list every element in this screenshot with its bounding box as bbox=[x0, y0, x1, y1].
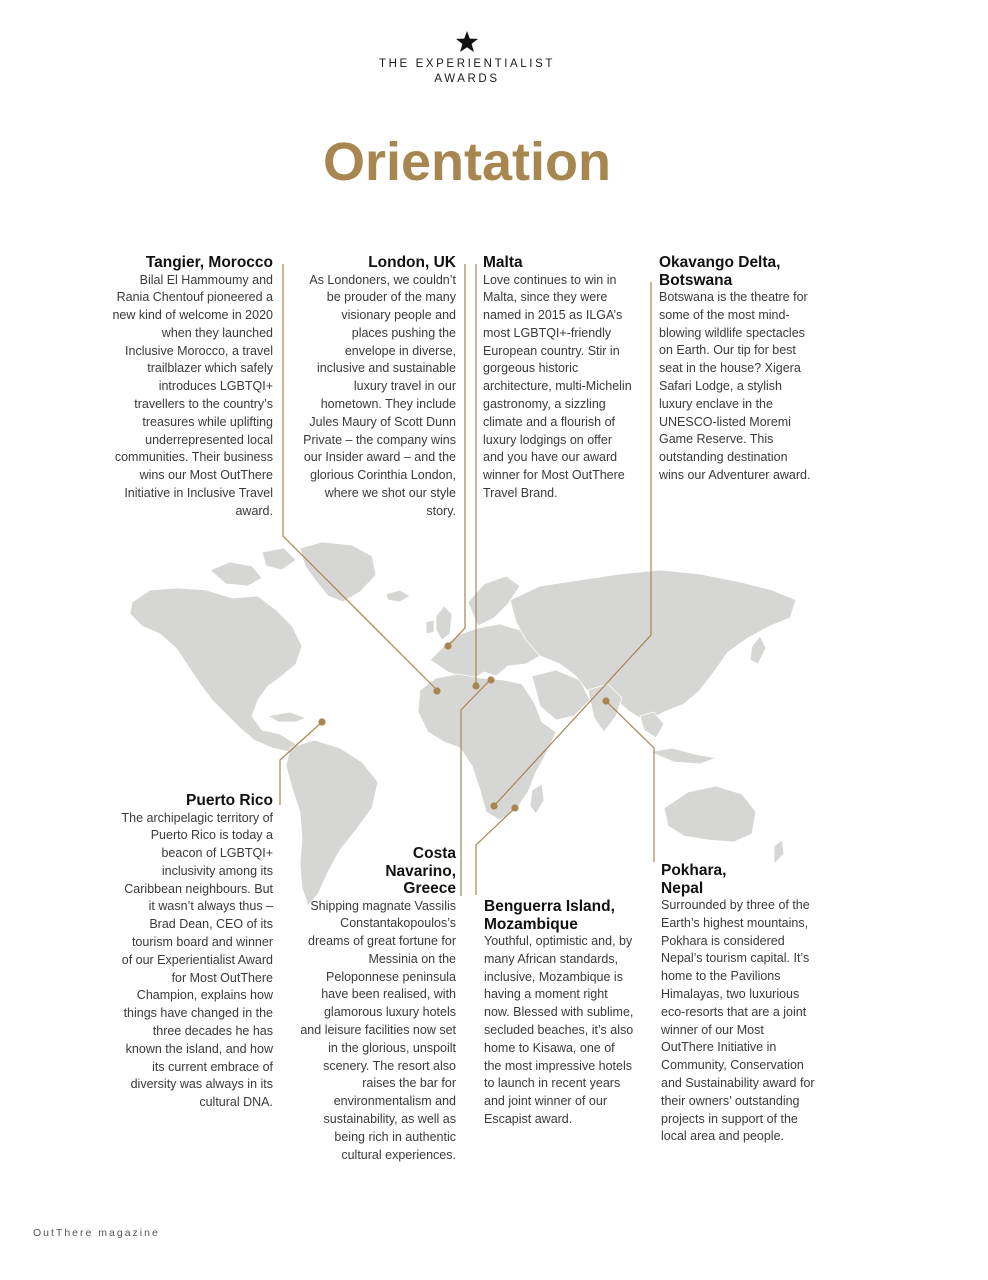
destination-okavango bbox=[659, 254, 815, 485]
destination-body: Bilal El Hammoumy and Rania Chentouf pioneered a new kind of welcome in 2020 when they launched Inclusive Morocco, a travel trailblazer which safely introduces LGBTQI+ travellers to the country’s treasures while uplifting underrepresented local communities. Their business wins our Most OutThere Initiative in Inclusive Travel award. bbox=[112, 272, 273, 518]
marker-malta bbox=[472, 682, 479, 689]
land-uk bbox=[436, 606, 452, 640]
title-line: Costa bbox=[412, 845, 456, 862]
land-iceland bbox=[386, 590, 410, 602]
title-line: Okavango Delta, bbox=[659, 254, 781, 271]
marker-costa-navarino bbox=[487, 676, 494, 683]
title-line: Greece bbox=[403, 880, 456, 897]
title-line: Nepal bbox=[661, 879, 704, 897]
kicker-line-2: AWARDS bbox=[434, 73, 500, 85]
land-caribbean bbox=[268, 712, 306, 722]
land-southeast-asia bbox=[640, 712, 664, 738]
destination-pokhara bbox=[661, 862, 815, 1146]
destination-benguerra bbox=[484, 898, 634, 1129]
destination-body: Shipping magnate Vassilis Constantakopoulos’s dreams of great fortune for Messinia on the Peloponnese peninsula have been realised, with glamorous luxury hotels and leisure facilities now set in the glorious, unspoilt scenery. The resort also raises the bar for environmentalism and sustainability, as well as being rich in authentic cultural experiences. bbox=[300, 898, 456, 1162]
destination-title bbox=[661, 862, 815, 897]
land-japan bbox=[750, 636, 766, 664]
land-greenland bbox=[300, 542, 376, 602]
destination-title: Malta bbox=[483, 254, 523, 271]
land-madagascar bbox=[530, 784, 544, 814]
destination-body: The archipelagic territory of Puerto Rico is today a beacon of LGBTQI+ inclusivity among its Caribbean neighbours. But it wasn’t always thus – Brad Dean, CEO of its tourism board and winner of our Experientialist Award for Most OutThere Champion, explains how things have changed in the three decades he has known the island, and how its current embrace of diversity was always in its cultural DNA. bbox=[121, 810, 273, 1110]
land-ireland bbox=[426, 620, 434, 634]
kicker-line-1: THE EXPERIENTIALIST bbox=[379, 58, 555, 70]
marker-london bbox=[444, 642, 451, 649]
land-north-america bbox=[130, 588, 302, 752]
page-title: Orientation bbox=[322, 132, 611, 192]
marker-pokhara bbox=[602, 697, 609, 704]
marker-puerto-rico bbox=[318, 718, 325, 725]
destination-title: London, UK bbox=[368, 254, 456, 271]
land-arctic-islands-2 bbox=[262, 548, 296, 570]
marker-okavango bbox=[490, 802, 497, 809]
title-line: Navarino, bbox=[385, 862, 456, 880]
destination-body: Surrounded by three of the Earth’s highest mountains, Pokhara is considered Nepal’s tourism capital. It’s home to the Pavilions Himalayas, two luxurious eco-resorts that are a joint winner of our Most OutThere Initiative in Community, Conservation and Sustainability award for their owners’ outstanding projects in support of the local area and people. bbox=[661, 898, 815, 1144]
destination-body: As Londoners, we couldn’t be prouder of the many visionary people and places pushing the envelope in diverse, inclusive and sustainable luxury travel in our hometown. They include Jules Maury of Scott Dunn Private – the company wins our Insider award – and the glorious Corinthia London, where we shot our style story. bbox=[303, 272, 456, 518]
destination-title bbox=[484, 898, 634, 933]
destination-london bbox=[302, 254, 456, 521]
title-line: Pokhara, bbox=[661, 862, 727, 879]
connector-benguerra bbox=[476, 808, 515, 895]
destination-body: Love continues to win in Malta, since they were named in 2015 as ILGA’s most LGBTQI+-friendly European country. Stir in gorgeous historic architecture, multi-Michelin gastronomy, a sizzling climate and a flourish of luxury lodgings on offer and you have our award winner for Most OutThere Travel Brand. bbox=[483, 272, 632, 501]
marker-tangier bbox=[433, 687, 440, 694]
destination-body: Youthful, optimistic and, by many African standards, inclusive, Mozambique is having a moment right now. Blessed with sublime, secluded beaches, it’s also home to Kisawa, one of the most impressive hotels to launch in recent years and joint winner of our Escapist award. bbox=[484, 934, 634, 1126]
destination-malta bbox=[483, 254, 633, 503]
land-arctic-islands bbox=[210, 562, 262, 586]
destination-title: Tangier, Morocco bbox=[145, 254, 273, 271]
destination-title bbox=[300, 845, 456, 898]
title-line: Benguerra Island, bbox=[484, 898, 615, 915]
footer-publication-name: OutThere magazine bbox=[33, 1227, 160, 1239]
land-new-zealand bbox=[774, 840, 784, 864]
destination-title bbox=[659, 254, 815, 289]
destination-tangier bbox=[112, 254, 273, 521]
marker-benguerra bbox=[511, 804, 518, 811]
destination-costa-navarino bbox=[300, 845, 456, 1164]
destination-title: Puerto Rico bbox=[186, 792, 273, 809]
title-line: Mozambique bbox=[484, 915, 578, 933]
land-indonesia bbox=[650, 748, 716, 764]
destination-puerto-rico bbox=[120, 792, 273, 1112]
title-line: Botswana bbox=[659, 271, 733, 289]
land-australia bbox=[664, 786, 756, 842]
destination-body: Botswana is the theatre for some of the most mind-blowing wildlife spectacles on Earth. Our tip for best seat in the house? Xigera Safari Lodge, a stylish luxury enclave in the UNESCO-listed Moremi Game Reserve. This outstanding destination wins our Adventurer award. bbox=[659, 290, 811, 482]
